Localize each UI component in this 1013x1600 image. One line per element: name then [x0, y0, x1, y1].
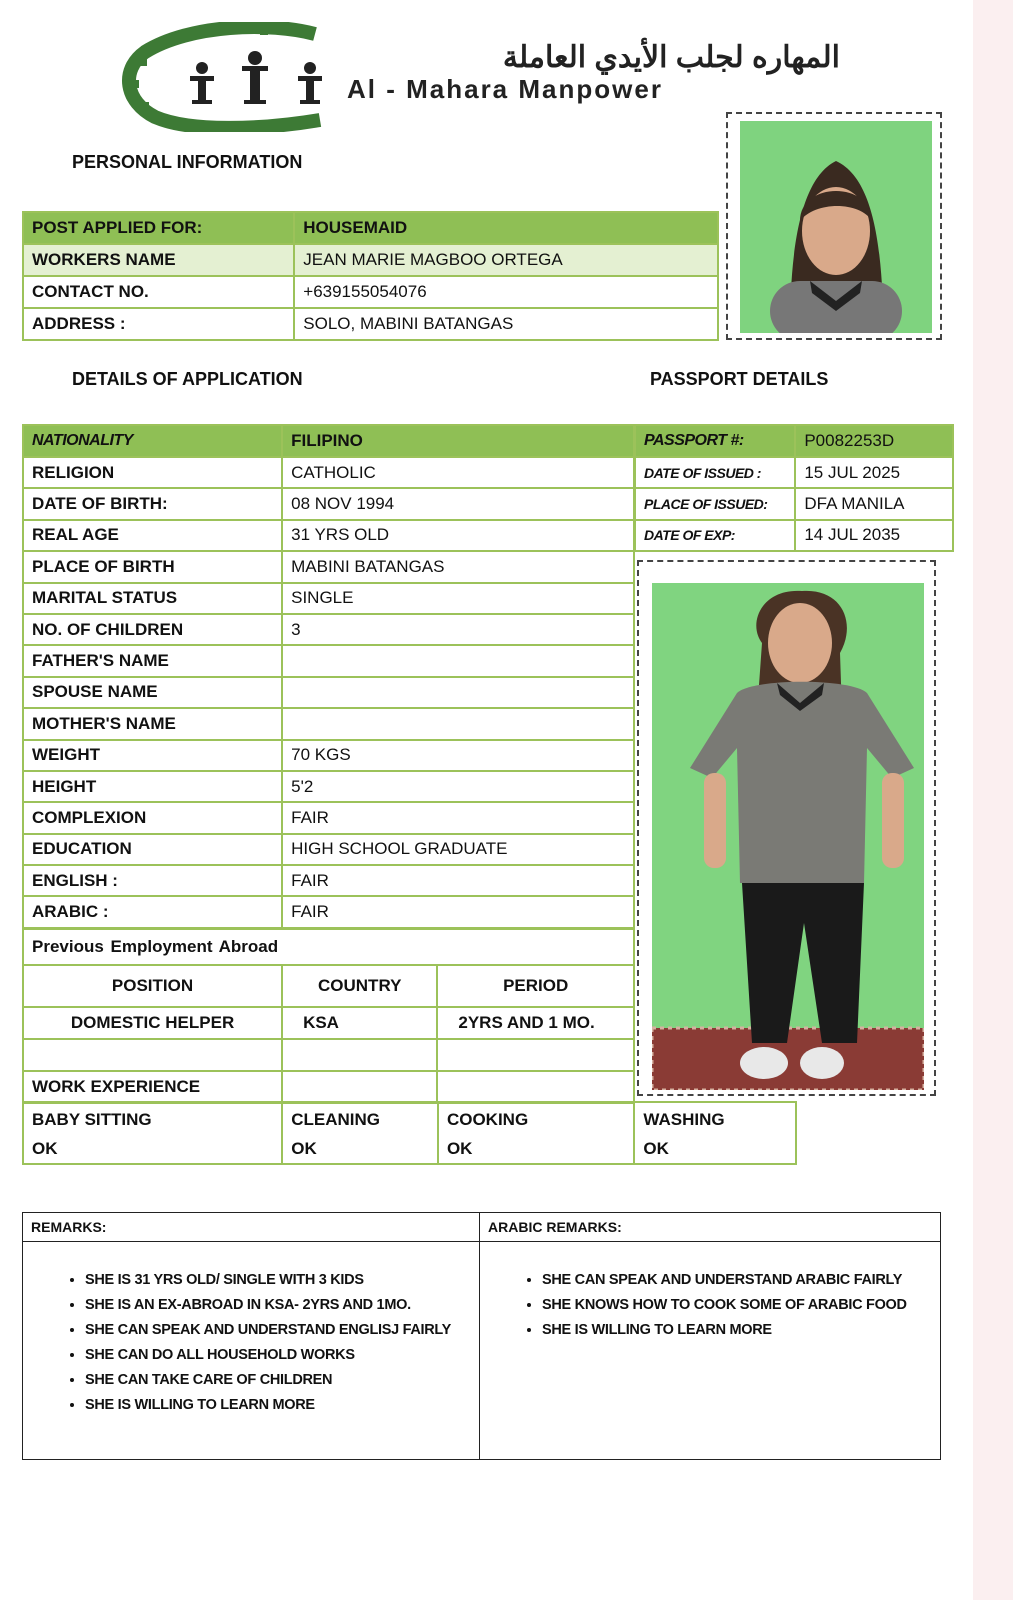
employment-title: Previous Employment Abroad	[23, 929, 634, 965]
skill-name: CLEANING	[291, 1110, 381, 1129]
weight-value: 70 KGS	[282, 740, 634, 771]
skills-table	[22, 1101, 797, 1165]
mother-value	[282, 708, 634, 739]
company-name-arabic: المهاره لجلب الأيدي العاملة	[502, 41, 840, 74]
complexion-value: FAIR	[282, 802, 634, 833]
passport-table	[634, 424, 954, 552]
table-row	[23, 457, 634, 488]
table-row	[635, 425, 953, 457]
table-row	[635, 520, 953, 551]
children-value: 3	[282, 614, 634, 645]
table-row	[23, 896, 634, 927]
marital-value: SINGLE	[282, 583, 634, 614]
arabic-remarks-list	[480, 1268, 940, 1343]
table-row	[23, 834, 634, 865]
fullbody-photo	[652, 583, 924, 1090]
table-row	[23, 488, 634, 519]
skill-baby-sitting	[23, 1102, 282, 1164]
skill-cooking	[438, 1102, 634, 1164]
spouse-value	[282, 677, 634, 708]
details-table	[22, 424, 635, 929]
marital-label: MARITAL STATUS	[23, 583, 282, 614]
table-row	[23, 614, 634, 645]
fullbody-photo-frame	[637, 560, 936, 1096]
table-row	[23, 276, 718, 308]
contact-label: CONTACT NO.	[23, 276, 294, 308]
table-row	[23, 1071, 634, 1103]
position-header: POSITION	[23, 965, 282, 1007]
period-header: PERIOD	[437, 965, 634, 1007]
portrait-photo	[740, 121, 932, 333]
mother-label: MOTHER'S NAME	[23, 708, 282, 739]
table-row	[23, 308, 718, 340]
father-value	[282, 645, 634, 676]
table-row	[23, 520, 634, 551]
table-row	[23, 1007, 634, 1039]
nationality-value: FILIPINO	[282, 425, 634, 457]
address-value: SOLO, MABINI BATANGAS	[294, 308, 718, 340]
table-row	[23, 583, 634, 614]
list-item: • SHE IS 31 YRS OLD/ SINGLE WITH 3 KIDS	[85, 1268, 479, 1293]
remarks-list	[23, 1268, 479, 1418]
place-issued-label: PLACE OF ISSUED:	[635, 488, 795, 519]
dob-label: DATE OF BIRTH:	[23, 488, 282, 519]
list-item: • SHE KNOWS HOW TO COOK SOME OF ARABIC FOOD	[542, 1293, 940, 1318]
weight-label: WEIGHT	[23, 740, 282, 771]
arabic-value: FAIR	[282, 896, 634, 927]
list-item: • SHE CAN SPEAK AND UNDERSTAND ENGLISJ FAIRLY	[85, 1318, 479, 1343]
skill-name: COOKING	[446, 1110, 529, 1129]
nationality-label: NATIONALITY	[23, 425, 282, 457]
date-exp-value: 14 JUL 2035	[795, 520, 953, 551]
table-row	[23, 645, 634, 676]
country-value: KSA	[282, 1007, 437, 1039]
date-exp-label: DATE OF EXP:	[635, 520, 795, 551]
table-row	[23, 708, 634, 739]
skill-status: OK	[643, 1139, 669, 1158]
arabic-label: ARABIC :	[23, 896, 282, 927]
portrait-photo-frame	[726, 112, 942, 340]
skill-name: WASHING	[643, 1110, 725, 1129]
complexion-label: COMPLEXION	[23, 802, 282, 833]
position-value: DOMESTIC HELPER	[23, 1007, 282, 1039]
father-label: FATHER'S NAME	[23, 645, 282, 676]
table-row	[635, 457, 953, 488]
table-row	[23, 965, 634, 1007]
children-label: NO. OF CHILDREN	[23, 614, 282, 645]
skill-washing	[634, 1102, 796, 1164]
country-header: COUNTRY	[282, 965, 437, 1007]
arabic-remarks-title: ARABIC REMARKS:	[480, 1213, 940, 1242]
work-experience-title: WORK EXPERIENCE	[23, 1071, 282, 1103]
personal-info-title: PERSONAL INFORMATION	[72, 152, 303, 172]
table-row	[23, 929, 634, 965]
age-value: 31 YRS OLD	[282, 520, 634, 551]
english-label: ENGLISH :	[23, 865, 282, 896]
list-item: • SHE IS WILLING TO LEARN MORE	[542, 1318, 940, 1343]
religion-label: RELIGION	[23, 457, 282, 488]
religion-value: CATHOLIC	[282, 457, 634, 488]
height-value: 5'2	[282, 771, 634, 802]
list-item: • SHE IS WILLING TO LEARN MORE	[85, 1393, 479, 1418]
spouse-label: SPOUSE NAME	[23, 677, 282, 708]
education-value: HIGH SCHOOL GRADUATE	[282, 834, 634, 865]
company-name-english: Al - Mahara Manpower	[347, 74, 663, 104]
table-row	[23, 1039, 634, 1071]
list-item: • SHE CAN SPEAK AND UNDERSTAND ARABIC FAIRLY	[542, 1268, 940, 1293]
place-issued-value: DFA MANILA	[795, 488, 953, 519]
date-issued-label: DATE OF ISSUED :	[635, 457, 795, 488]
skill-status: OK	[32, 1139, 58, 1158]
personal-info-table	[22, 211, 719, 341]
age-label: REAL AGE	[23, 520, 282, 551]
list-item: • SHE CAN DO ALL HOUSEHOLD WORKS	[85, 1343, 479, 1368]
skill-status: OK	[446, 1139, 473, 1158]
arabic-remarks-column	[480, 1213, 940, 1459]
table-row	[23, 771, 634, 802]
pob-label: PLACE OF BIRTH	[23, 551, 282, 582]
list-item: • SHE IS AN EX-ABROAD IN KSA- 2YRS AND 1MO.	[85, 1293, 479, 1318]
employment-table	[22, 928, 635, 1104]
skill-cleaning	[282, 1102, 438, 1164]
table-row	[23, 740, 634, 771]
table-row	[23, 677, 634, 708]
passport-no-label: PASSPORT #:	[635, 425, 795, 457]
date-issued-value: 15 JUL 2025	[795, 457, 953, 488]
workers-name-value: JEAN MARIE MAGBOO ORTEGA	[294, 244, 718, 276]
table-row	[23, 802, 634, 833]
period-value: 2YRS AND 1 MO.	[437, 1007, 634, 1039]
table-row	[23, 244, 718, 276]
list-item: • SHE CAN TAKE CARE OF CHILDREN	[85, 1368, 479, 1393]
skill-name: BABY SITTING	[32, 1110, 152, 1129]
table-row	[23, 551, 634, 582]
pob-value: MABINI BATANGAS	[282, 551, 634, 582]
table-row	[23, 865, 634, 896]
dob-value: 08 NOV 1994	[282, 488, 634, 519]
post-applied-label: POST APPLIED FOR:	[23, 212, 294, 244]
passport-no-value: P0082253D	[795, 425, 953, 457]
address-label: ADDRESS :	[23, 308, 294, 340]
table-row	[23, 425, 634, 457]
company-logo	[120, 22, 370, 132]
remarks-box	[22, 1212, 941, 1460]
passport-title: PASSPORT DETAILS	[650, 369, 829, 389]
remarks-column	[23, 1213, 480, 1459]
post-applied-value: HOUSEMAID	[294, 212, 718, 244]
details-title: DETAILS OF APPLICATION	[72, 369, 303, 389]
table-row	[635, 488, 953, 519]
skill-status: OK	[291, 1139, 317, 1158]
education-label: EDUCATION	[23, 834, 282, 865]
english-value: FAIR	[282, 865, 634, 896]
remarks-title: REMARKS:	[23, 1213, 479, 1242]
table-row	[23, 1102, 796, 1164]
table-row	[23, 212, 718, 244]
workers-name-label: WORKERS NAME	[23, 244, 294, 276]
contact-value: +639155054076	[294, 276, 718, 308]
height-label: HEIGHT	[23, 771, 282, 802]
